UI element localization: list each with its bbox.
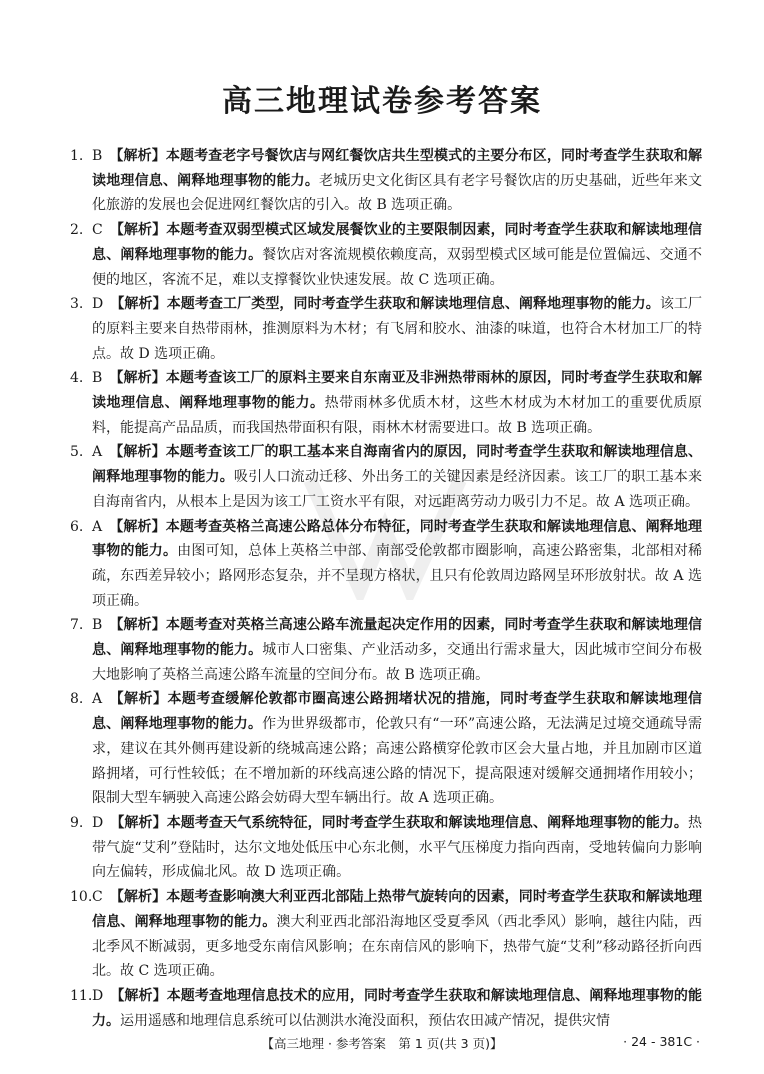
answer-choice: A (92, 444, 103, 461)
answer-choice: B (92, 617, 103, 634)
analysis-summary: 本题考查地理信息技术的应用，同时考查学生获取和解读地理信息、阐释地理事物的能力。 (92, 987, 703, 1029)
analysis-tag: 【解析】 (109, 148, 166, 164)
analysis-text: 吸引人口流动迁移、外出务工的关键因素是经济因素。该工厂的职工基本来自海南省内，从根本上是因为该工厂工资水平有限，对远距离劳动力吸引力不足。故 A 选项正确。 (92, 469, 702, 510)
answer-number: 3. (70, 296, 84, 313)
answer-choice: A (92, 691, 103, 708)
analysis-summary: 本题考查英格兰高速公路总体分布特征，同时考查学生获取和解读地理信息、阐释地理事物的能力。 (92, 518, 703, 560)
answer-item (70, 811, 702, 885)
analysis-text: 该工厂的原料主要来自热带雨林，推测原料为木材；有飞屑和胶水、油漆的味道，也符合木材加工厂的特点。故 D 选项正确。 (92, 296, 703, 362)
answer-item (70, 440, 702, 514)
analysis-summary: 本题考查天气系统特征，同时考查学生获取和解读地理信息、阐释地理事物的能力。 (166, 814, 689, 831)
footer-page-info: 【高三地理 · 参考答案 第 1 页(共 3 页)】 (261, 1036, 503, 1051)
analysis-text: 由图可知，总体上英格兰中部、南部受伦敦都市圈影响，高速公路密集，北部相对稀疏，东西差异较小；路网形态复杂，并不呈现方格状，且只有伦敦周边路网呈环形放射状。故 A 选项正确。 (92, 543, 703, 609)
answer-number: 6. (70, 518, 84, 535)
answer-number: 11. (70, 987, 93, 1004)
analysis-summary: 本题考查老字号餐饮店与网红餐饮店共生型模式的主要分布区，同时考查学生获取和解读地理信息、阐释地理事物的能力。 (92, 148, 703, 189)
answer-choice: D (92, 814, 104, 831)
analysis-text: 运用遥感和地理信息系统可以估测洪水淹没面积，预估农田减产情况，提供灾情 (120, 1012, 610, 1029)
analysis-text: 热带气旋“艾利”登陆时，达尔文地处低压中心东北侧，水平气压梯度力指向西南，受地转偏向力影响向左偏转，形成偏北风。故 D 选项正确。 (92, 814, 703, 881)
analysis-text: 澳大利亚西北部沿海地区受夏季风（西北季风）影响，越往内陆，西北季风不断减弱，更多地受东南信风影响；在东南信风的影响下，热带气旋“艾利”移动路径折向西北。故 C 选项正确。 (92, 913, 703, 980)
footer-exam-code: · 24 - 381C · (623, 1034, 700, 1049)
answer-item (70, 218, 702, 292)
answer-item (70, 687, 702, 811)
answer-item (70, 984, 702, 1033)
analysis-summary: 本题考查缓解伦敦都市圈高速公路拥堵状况的措施，同时考查学生获取和解读地理信息、阐释地理事物的能力。 (92, 691, 703, 733)
analysis-tag: 【解析】 (109, 691, 168, 708)
answer-number: 9. (70, 814, 84, 831)
analysis-tag: 【解析】 (110, 296, 167, 313)
analysis-text: 餐饮店对客流规模依赖度高，双弱型模式区域可能是位置偏远、交通不便的地区，客流不足，难以支撑餐饮业快速发展。故 C 选项正确。 (92, 246, 703, 288)
analysis-tag: 【解析】 (109, 518, 166, 535)
page-title: 高三地理试卷参考答案 (222, 84, 542, 119)
analysis-tag: 【解析】 (110, 814, 167, 831)
answer-item (70, 613, 702, 687)
analysis-text: 城市人口密集、产业活动多，交通出行需求量大，因此城市空间分布极大地影响了英格兰高速公路车流量的空间分布。故 B 选项正确。 (92, 642, 703, 683)
analysis-tag: 【解析】 (109, 617, 166, 634)
analysis-summary: 本题考查该工厂的职工基本来自海南省内的原因，同时考查学生获取和解读地理信息、阐释地理事物的能力。 (92, 444, 703, 486)
analysis-text: 作为世界级都市，伦敦只有“一环”高速公路，无法满足过境交通疏导需求，建议在其外侧再建设新的绕城高速公路；高速公路横穿伦敦市区会大量占地，并且加剧市区道路拥堵，可行性较低；在不增加新的环线高速公路的情况下，提高限速对缓解交通拥堵作用较小；限制大型车辆驶入高速公路会妨碍大型车辆出行。故 A 选项正确。 (92, 716, 702, 807)
analysis-summary: 本题考查影响澳大利亚西北部陆上热带气旋转向的因素，同时考查学生获取和解读地理信息、阐释地理事物的能力。 (92, 889, 703, 930)
answer-choice: C (92, 222, 103, 239)
analysis-text: 热带雨林多优质木材，这些木材成为木材加工的重要优质原料，能提高产品品质，而我国热带面积有限，雨林木材需要进口。故 B 选项正确。 (92, 395, 703, 436)
analysis-tag: 【解析】 (109, 889, 167, 906)
analysis-tag: 【解析】 (109, 444, 166, 461)
answer-number: 8. (70, 691, 84, 708)
analysis-summary: 本题考查工厂类型，同时考查学生获取和解读地理信息、阐释地理事物的能力。 (166, 296, 660, 313)
answer-number: 5. (70, 444, 84, 461)
answer-number: 2. (70, 222, 84, 239)
analysis-summary: 本题考查对英格兰高速公路车流量起决定作用的因素，同时考查学生获取和解读地理信息、阐释地理事物的能力。 (92, 617, 703, 659)
analysis-tag: 【解析】 (109, 370, 166, 387)
analysis-tag: 【解析】 (109, 222, 167, 239)
analysis-summary: 本题考查该工厂的原料主要来自东南亚及非洲热带雨林的原因，同时考查学生获取和解读地理信息、阐释地理事物的能力。 (92, 370, 703, 412)
answer-item (70, 885, 702, 984)
answer-choice: B (92, 148, 103, 164)
answer-choice: A (92, 518, 103, 535)
answer-item (70, 515, 702, 614)
analysis-text: 老城历史文化街区具有老字号餐饮店的历史基础，近些年来文化旅游的发展也会促进网红餐饮店的引入。故 B 选项正确。 (92, 172, 702, 214)
answer-number: 1. (70, 148, 84, 164)
analysis-tag: 【解析】 (110, 987, 167, 1004)
answer-number: 7. (70, 617, 84, 634)
answer-item (70, 366, 702, 440)
answer-number: 10. (70, 889, 93, 906)
answer-number: 4. (70, 370, 84, 387)
answer-choice: D (92, 987, 104, 1004)
answer-list (70, 144, 702, 1033)
answer-choice: B (92, 370, 103, 387)
page-footer (0, 1034, 764, 1054)
answer-choice: C (92, 889, 103, 906)
answer-item (70, 144, 702, 218)
answer-item (70, 292, 702, 366)
analysis-summary: 本题考查双弱型模式区域发展餐饮业的主要限制因素，同时考查学生获取和解读地理信息、阐释地理事物的能力。 (92, 222, 703, 263)
answer-choice: D (92, 296, 104, 313)
